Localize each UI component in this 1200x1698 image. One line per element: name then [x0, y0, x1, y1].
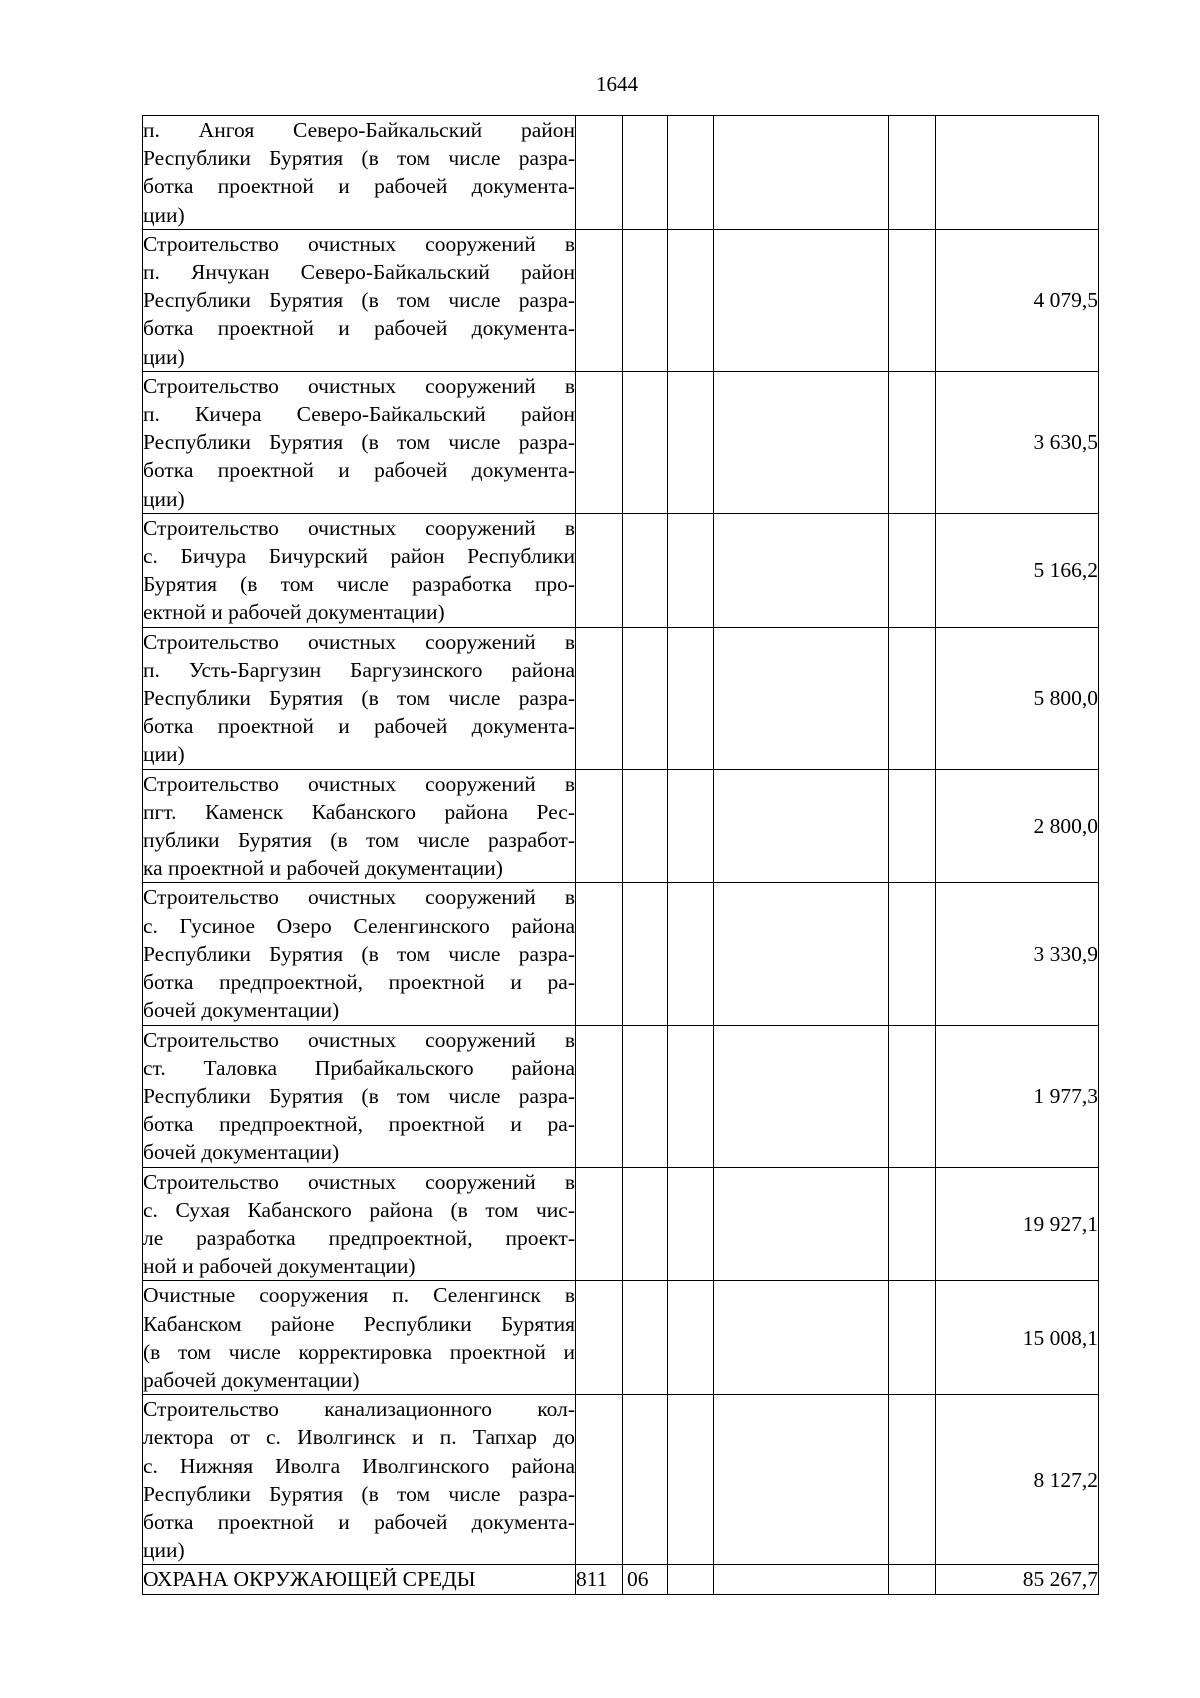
- empty-cell: [889, 1395, 936, 1565]
- description-line: Республики Бурятия (в том числе разра-: [143, 146, 575, 171]
- table-row: [143, 1281, 1099, 1395]
- empty-cell: [714, 1025, 889, 1167]
- amount-cell: 8 127,2: [936, 1395, 1099, 1565]
- total-row: [143, 1565, 1099, 1594]
- description-line: Бурятия (в том числе разработка про-: [143, 572, 575, 597]
- empty-cell: [668, 513, 714, 627]
- table-row: [143, 1167, 1099, 1281]
- description-line: Очистные сооружения п. Селенгинск в: [143, 1283, 575, 1308]
- description-line: с. Сухая Кабанского района (в том чис-: [143, 1197, 575, 1222]
- description-line: Республики Бурятия (в том числе разра-: [143, 288, 575, 313]
- empty-cell: [623, 371, 668, 513]
- empty-cell: [668, 371, 714, 513]
- description-line: лектора от с. Иволгинск и п. Тапхар до: [143, 1425, 575, 1450]
- empty-cell: [576, 1281, 623, 1395]
- empty-cell: [576, 1025, 623, 1167]
- table-row: [143, 1025, 1099, 1167]
- description-line: Республики Бурятия (в том числе разра-: [143, 430, 575, 455]
- empty-cell: [668, 1025, 714, 1167]
- empty-cell: [889, 1281, 936, 1395]
- empty-cell: [889, 513, 936, 627]
- empty-cell: [668, 769, 714, 883]
- empty-cell: [576, 371, 623, 513]
- empty-cell: [714, 627, 889, 769]
- total-ministry-code: 811: [576, 1565, 623, 1594]
- empty-cell: [714, 513, 889, 627]
- table-row: [143, 229, 1099, 371]
- description-line: ботка проектной и рабочей документа-: [143, 1509, 575, 1534]
- amount-cell: 15 008,1: [936, 1281, 1099, 1395]
- empty-cell: [668, 1395, 714, 1565]
- empty-cell: [576, 1395, 623, 1565]
- project-description: [143, 627, 576, 769]
- description-line: Республики Бурятия (в том числе разра-: [143, 1083, 575, 1108]
- project-description: [143, 1281, 576, 1395]
- description-line: ботка проектной и рабочей документа-: [143, 174, 575, 199]
- empty-cell: [889, 1025, 936, 1167]
- table-row: [143, 513, 1099, 627]
- empty-cell: [623, 1281, 668, 1395]
- description-line: Строительство очистных сооружений в: [143, 515, 575, 540]
- description-line: Строительство очистных сооружений в: [143, 231, 575, 256]
- project-description: [143, 769, 576, 883]
- empty-cell: [668, 627, 714, 769]
- description-line: ектной и рабочей документации): [143, 600, 445, 625]
- project-description: [143, 116, 576, 230]
- description-line: ле разработка предпроектной, проект-: [143, 1225, 575, 1250]
- project-description: [143, 1025, 576, 1167]
- empty-cell: [889, 229, 936, 371]
- empty-cell: [714, 1167, 889, 1281]
- description-line: ботка проектной и рабочей документа-: [143, 316, 575, 341]
- description-line: ции): [143, 344, 185, 369]
- empty-cell: [576, 769, 623, 883]
- description-line: п. Кичера Северо-Байкальский район: [143, 402, 575, 427]
- table-row: [143, 769, 1099, 883]
- amount-cell: 3 630,5: [936, 371, 1099, 513]
- amount-cell: 19 927,1: [936, 1167, 1099, 1281]
- table-row: [143, 116, 1099, 230]
- project-description: [143, 371, 576, 513]
- empty-cell: [623, 1395, 668, 1565]
- project-description: [143, 1395, 576, 1565]
- table-row: [143, 627, 1099, 769]
- empty-cell: [576, 116, 623, 230]
- empty-cell: [623, 769, 668, 883]
- empty-cell: [623, 513, 668, 627]
- amount-cell: 1 977,3: [936, 1025, 1099, 1167]
- empty-cell: [668, 1565, 714, 1594]
- description-line: Строительство очистных сооружений в: [143, 771, 575, 796]
- empty-cell: [889, 769, 936, 883]
- description-line: с. Нижняя Иволга Иволгинского района: [143, 1453, 575, 1478]
- empty-cell: [576, 883, 623, 1025]
- description-line: Строительство очистных сооружений в: [143, 885, 575, 910]
- budget-table-body: [143, 116, 1099, 1595]
- empty-cell: [714, 229, 889, 371]
- empty-cell: [623, 1025, 668, 1167]
- total-name: ОХРАНА ОКРУЖАЮЩЕЙ СРЕДЫ: [143, 1565, 576, 1594]
- description-line: ной и рабочей документации): [143, 1254, 416, 1279]
- description-line: п. Усть-Баргузин Баргузинского района: [143, 657, 575, 682]
- empty-cell: [623, 229, 668, 371]
- description-line: пгт. Каменск Кабанского района Рес-: [143, 799, 575, 824]
- description-line: ции): [143, 486, 185, 511]
- description-line: публики Бурятия (в том числе разработ-: [143, 828, 575, 853]
- description-line: п. Ангоя Северо-Байкальский район: [143, 118, 575, 142]
- description-line: Республики Бурятия (в том числе разра-: [143, 941, 575, 966]
- description-line: Строительство очистных сооружений в: [143, 373, 575, 398]
- amount-cell: 5 166,2: [936, 513, 1099, 627]
- amount-cell: 5 800,0: [936, 627, 1099, 769]
- empty-cell: [889, 1167, 936, 1281]
- empty-cell: [623, 883, 668, 1025]
- empty-cell: [576, 229, 623, 371]
- description-line: п. Янчукан Северо-Байкальский район: [143, 260, 575, 285]
- empty-cell: [623, 1167, 668, 1281]
- empty-cell: [668, 116, 714, 230]
- empty-cell: [668, 229, 714, 371]
- empty-cell: [714, 1395, 889, 1565]
- page-number: 1644: [596, 72, 638, 96]
- table-row: [143, 1395, 1099, 1565]
- description-line: Строительство очистных сооружений в: [143, 1027, 575, 1052]
- empty-cell: [623, 116, 668, 230]
- empty-cell: [889, 627, 936, 769]
- empty-cell: [714, 116, 889, 230]
- empty-cell: [623, 627, 668, 769]
- empty-cell: [889, 371, 936, 513]
- total-amount: 85 267,7: [936, 1565, 1099, 1594]
- description-line: ции): [143, 1538, 185, 1563]
- table-row: [143, 883, 1099, 1025]
- description-line: ботка проектной и рабочей документа-: [143, 714, 575, 739]
- empty-cell: [668, 1281, 714, 1395]
- description-line: ст. Таловка Прибайкальского района: [143, 1055, 575, 1080]
- empty-cell: [576, 627, 623, 769]
- description-line: бочей документации): [143, 1140, 340, 1165]
- description-line: ка проектной и рабочей документации): [143, 856, 503, 881]
- empty-cell: [668, 1167, 714, 1281]
- project-description: [143, 229, 576, 371]
- empty-cell: [889, 883, 936, 1025]
- total-section-code: 06: [623, 1565, 668, 1594]
- amount-cell: 4 079,5: [936, 229, 1099, 371]
- project-description: [143, 883, 576, 1025]
- empty-cell: [889, 1565, 936, 1594]
- description-line: рабочей документации): [143, 1367, 360, 1392]
- description-line: Строительство канализационного кол-: [143, 1397, 575, 1422]
- empty-cell: [576, 1167, 623, 1281]
- description-line: с. Гусиное Озеро Селенгинского района: [143, 913, 575, 938]
- budget-table: [142, 115, 1099, 1595]
- table-row: [143, 371, 1099, 513]
- description-line: ции): [143, 742, 185, 767]
- description-line: Кабанском районе Республики Бурятия: [143, 1311, 575, 1336]
- description-line: ботка проектной и рабочей документа-: [143, 458, 575, 483]
- empty-cell: [714, 1281, 889, 1395]
- amount-cell: 3 330,9: [936, 883, 1099, 1025]
- project-description: [143, 1167, 576, 1281]
- description-line: ботка предпроектной, проектной и ра-: [143, 970, 575, 995]
- description-line: с. Бичура Бичурский район Республики: [143, 544, 575, 569]
- empty-cell: [714, 371, 889, 513]
- description-line: (в том числе корректировка проектной и: [143, 1339, 575, 1364]
- empty-cell: [576, 513, 623, 627]
- amount-cell: 2 800,0: [936, 769, 1099, 883]
- empty-cell: [668, 883, 714, 1025]
- amount-cell: [936, 116, 1099, 230]
- description-line: бочей документации): [143, 998, 340, 1023]
- description-line: ботка предпроектной, проектной и ра-: [143, 1112, 575, 1137]
- empty-cell: [714, 769, 889, 883]
- description-line: Республики Бурятия (в том числе разра-: [143, 686, 575, 711]
- empty-cell: [714, 883, 889, 1025]
- project-description: [143, 513, 576, 627]
- description-line: Республики Бурятия (в том числе разра-: [143, 1481, 575, 1506]
- description-line: Строительство очистных сооружений в: [143, 629, 575, 654]
- empty-cell: [889, 116, 936, 230]
- description-line: ции): [143, 202, 185, 227]
- empty-cell: [714, 1565, 889, 1594]
- description-line: Строительство очистных сооружений в: [143, 1169, 575, 1194]
